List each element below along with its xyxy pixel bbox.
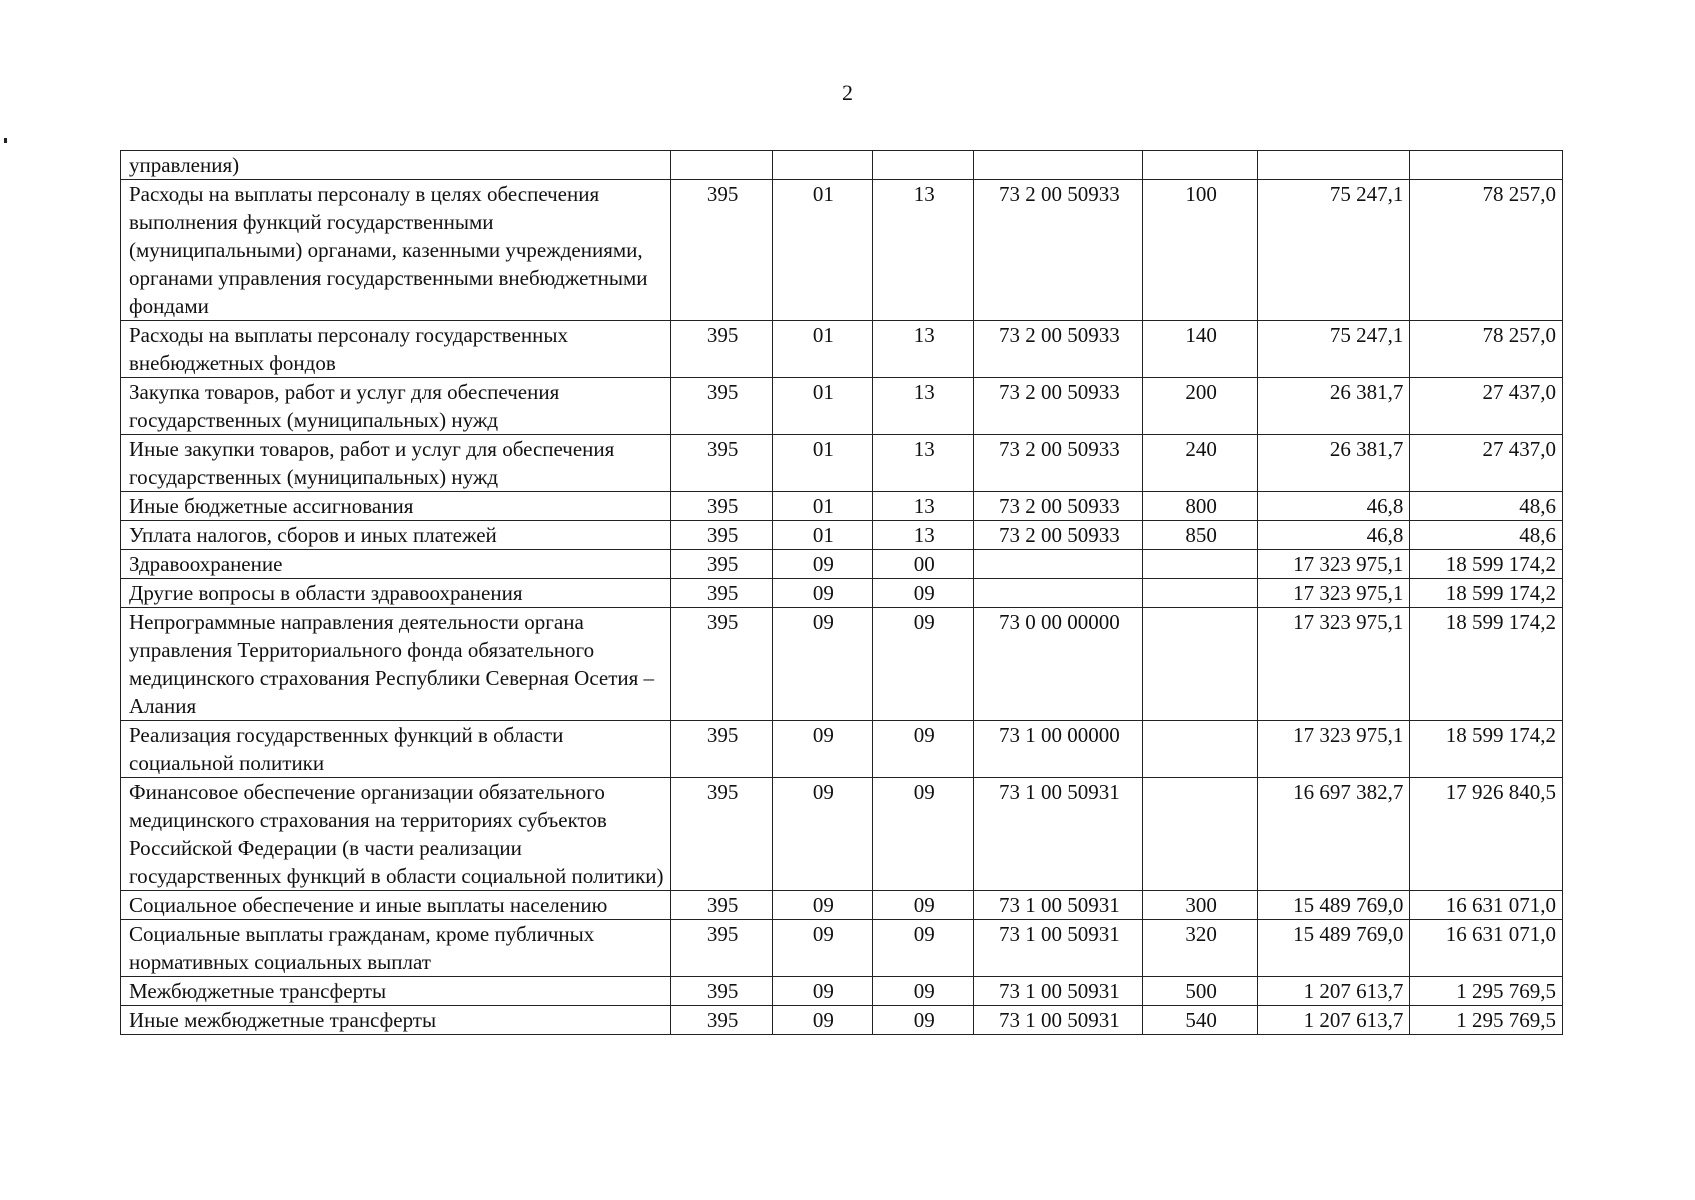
table-row [121, 579, 1563, 608]
table-row [121, 151, 1563, 180]
amount-year2-cell: 27 437,0 [1410, 435, 1563, 492]
section-cell: 01 [772, 321, 872, 378]
expense-type-cell: 300 [1143, 891, 1257, 920]
amount-year1-cell: 46,8 [1257, 492, 1410, 521]
budget-table [120, 150, 1563, 1035]
expense-type-cell [1143, 778, 1257, 891]
row-name-cell: Здравоохранение [121, 550, 671, 579]
row-name-cell: Межбюджетные трансферты [121, 977, 671, 1006]
target-article-cell [974, 579, 1143, 608]
table-row [121, 492, 1563, 521]
subsection-cell: 09 [873, 1006, 974, 1035]
section-cell [772, 151, 872, 180]
row-name-cell: Социальные выплаты гражданам, кроме публичных нормативных социальных выплат [121, 920, 671, 977]
subsection-cell: 13 [873, 492, 974, 521]
target-article-cell: 73 2 00 50933 [974, 492, 1143, 521]
subsection-cell: 09 [873, 721, 974, 778]
subsection-cell: 13 [873, 321, 974, 378]
table-row [121, 321, 1563, 378]
row-name-cell: Непрограммные направления деятельности органа управления Территориального фонда обязательного медицинского страхования Республики Северная Осетия – Алания [121, 608, 671, 721]
target-article-cell: 73 2 00 50933 [974, 521, 1143, 550]
amount-year2-cell: 48,6 [1410, 492, 1563, 521]
row-name-cell: Иные закупки товаров, работ и услуг для обеспечения государственных (муниципальных) нужд [121, 435, 671, 492]
expense-type-cell: 500 [1143, 977, 1257, 1006]
row-name-cell: Закупка товаров, работ и услуг для обеспечения государственных (муниципальных) нужд [121, 378, 671, 435]
margin-mark [4, 138, 7, 143]
section-cell: 09 [772, 608, 872, 721]
grbs-cell: 395 [671, 492, 772, 521]
amount-year1-cell: 17 323 975,1 [1257, 721, 1410, 778]
amount-year2-cell: 27 437,0 [1410, 378, 1563, 435]
grbs-cell: 395 [671, 977, 772, 1006]
row-name-cell: Расходы на выплаты персоналу государственных внебюджетных фондов [121, 321, 671, 378]
row-name-cell: Другие вопросы в области здравоохранения [121, 579, 671, 608]
row-name-cell: Иные межбюджетные трансферты [121, 1006, 671, 1035]
table-row [121, 378, 1563, 435]
subsection-cell [873, 151, 974, 180]
amount-year2-cell: 16 631 071,0 [1410, 920, 1563, 977]
subsection-cell: 09 [873, 579, 974, 608]
grbs-cell: 395 [671, 608, 772, 721]
amount-year1-cell: 17 323 975,1 [1257, 550, 1410, 579]
amount-year1-cell: 15 489 769,0 [1257, 891, 1410, 920]
section-cell: 09 [772, 550, 872, 579]
amount-year2-cell: 18 599 174,2 [1410, 550, 1563, 579]
target-article-cell [974, 550, 1143, 579]
table-row [121, 550, 1563, 579]
expense-type-cell: 850 [1143, 521, 1257, 550]
page-number: 2 [842, 80, 853, 105]
row-name-cell: Реализация государственных функций в области социальной политики [121, 721, 671, 778]
target-article-cell [974, 151, 1143, 180]
amount-year1-cell: 46,8 [1257, 521, 1410, 550]
amount-year1-cell: 17 323 975,1 [1257, 579, 1410, 608]
table-row [121, 891, 1563, 920]
amount-year2-cell: 1 295 769,5 [1410, 977, 1563, 1006]
row-name-cell: Иные бюджетные ассигнования [121, 492, 671, 521]
expense-type-cell: 800 [1143, 492, 1257, 521]
target-article-cell: 73 2 00 50933 [974, 378, 1143, 435]
grbs-cell: 395 [671, 1006, 772, 1035]
table-row [121, 977, 1563, 1006]
expense-type-cell: 140 [1143, 321, 1257, 378]
grbs-cell: 395 [671, 435, 772, 492]
section-cell: 01 [772, 492, 872, 521]
subsection-cell: 13 [873, 378, 974, 435]
expense-type-cell: 320 [1143, 920, 1257, 977]
table-row [121, 920, 1563, 977]
grbs-cell: 395 [671, 920, 772, 977]
amount-year2-cell: 1 295 769,5 [1410, 1006, 1563, 1035]
target-article-cell: 73 1 00 50931 [974, 1006, 1143, 1035]
amount-year2-cell: 18 599 174,2 [1410, 608, 1563, 721]
subsection-cell: 09 [873, 977, 974, 1006]
amount-year1-cell: 1 207 613,7 [1257, 1006, 1410, 1035]
subsection-cell: 13 [873, 521, 974, 550]
target-article-cell: 73 1 00 50931 [974, 778, 1143, 891]
amount-year1-cell: 16 697 382,7 [1257, 778, 1410, 891]
row-name-cell: Финансовое обеспечение организации обязательного медицинского страхования на территориях субъектов Российской Федерации (в части реализации государственных функций в области социальной политики) [121, 778, 671, 891]
grbs-cell: 395 [671, 521, 772, 550]
subsection-cell: 09 [873, 920, 974, 977]
grbs-cell: 395 [671, 721, 772, 778]
amount-year1-cell: 75 247,1 [1257, 321, 1410, 378]
amount-year2-cell: 17 926 840,5 [1410, 778, 1563, 891]
section-cell: 09 [772, 891, 872, 920]
expense-type-cell: 100 [1143, 180, 1257, 321]
target-article-cell: 73 1 00 50931 [974, 891, 1143, 920]
section-cell: 09 [772, 721, 872, 778]
section-cell: 01 [772, 521, 872, 550]
subsection-cell: 09 [873, 891, 974, 920]
row-name-cell: Уплата налогов, сборов и иных платежей [121, 521, 671, 550]
table-row [121, 608, 1563, 721]
expense-type-cell [1143, 721, 1257, 778]
amount-year1-cell: 15 489 769,0 [1257, 920, 1410, 977]
section-cell: 01 [772, 180, 872, 321]
section-cell: 09 [772, 579, 872, 608]
grbs-cell: 395 [671, 891, 772, 920]
target-article-cell: 73 2 00 50933 [974, 321, 1143, 378]
section-cell: 01 [772, 378, 872, 435]
grbs-cell: 395 [671, 378, 772, 435]
target-article-cell: 73 1 00 50931 [974, 977, 1143, 1006]
section-cell: 01 [772, 435, 872, 492]
table-row [121, 1006, 1563, 1035]
grbs-cell [671, 151, 772, 180]
expense-type-cell [1143, 608, 1257, 721]
grbs-cell: 395 [671, 778, 772, 891]
amount-year2-cell: 18 599 174,2 [1410, 721, 1563, 778]
table-row [121, 721, 1563, 778]
amount-year2-cell: 48,6 [1410, 521, 1563, 550]
table-row [121, 778, 1563, 891]
section-cell: 09 [772, 1006, 872, 1035]
amount-year2-cell [1410, 151, 1563, 180]
target-article-cell: 73 2 00 50933 [974, 180, 1143, 321]
amount-year2-cell: 16 631 071,0 [1410, 891, 1563, 920]
section-cell: 09 [772, 920, 872, 977]
amount-year2-cell: 78 257,0 [1410, 321, 1563, 378]
amount-year1-cell: 26 381,7 [1257, 435, 1410, 492]
expense-type-cell: 200 [1143, 378, 1257, 435]
target-article-cell: 73 1 00 00000 [974, 721, 1143, 778]
subsection-cell: 13 [873, 180, 974, 321]
section-cell: 09 [772, 778, 872, 891]
expense-type-cell [1143, 151, 1257, 180]
table-row [121, 521, 1563, 550]
amount-year1-cell: 26 381,7 [1257, 378, 1410, 435]
budget-table-body [121, 151, 1563, 1035]
amount-year1-cell [1257, 151, 1410, 180]
subsection-cell: 13 [873, 435, 974, 492]
amount-year1-cell: 75 247,1 [1257, 180, 1410, 321]
target-article-cell: 73 2 00 50933 [974, 435, 1143, 492]
grbs-cell: 395 [671, 550, 772, 579]
row-name-cell: Социальное обеспечение и иные выплаты населению [121, 891, 671, 920]
expense-type-cell [1143, 550, 1257, 579]
amount-year1-cell: 17 323 975,1 [1257, 608, 1410, 721]
amount-year2-cell: 78 257,0 [1410, 180, 1563, 321]
amount-year1-cell: 1 207 613,7 [1257, 977, 1410, 1006]
target-article-cell: 73 0 00 00000 [974, 608, 1143, 721]
subsection-cell: 09 [873, 608, 974, 721]
expense-type-cell: 540 [1143, 1006, 1257, 1035]
amount-year2-cell: 18 599 174,2 [1410, 579, 1563, 608]
row-name-cell: управления) [121, 151, 671, 180]
table-row [121, 180, 1563, 321]
grbs-cell: 395 [671, 321, 772, 378]
expense-type-cell: 240 [1143, 435, 1257, 492]
expense-type-cell [1143, 579, 1257, 608]
subsection-cell: 00 [873, 550, 974, 579]
table-row [121, 435, 1563, 492]
target-article-cell: 73 1 00 50931 [974, 920, 1143, 977]
subsection-cell: 09 [873, 778, 974, 891]
section-cell: 09 [772, 977, 872, 1006]
grbs-cell: 395 [671, 180, 772, 321]
grbs-cell: 395 [671, 579, 772, 608]
row-name-cell: Расходы на выплаты персоналу в целях обеспечения выполнения функций государственными (муниципальными) органами, казенными учреждениями, органами управления государственными внебюджетными фондами [121, 180, 671, 321]
